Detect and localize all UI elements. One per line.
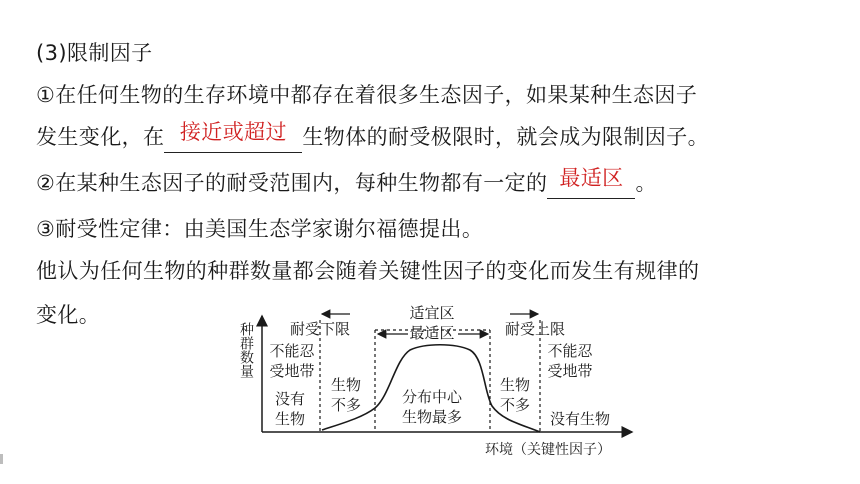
left-intolerant-line-2: 受地带: [269, 362, 315, 380]
right-intolerant-line-1: 不能忍: [547, 342, 593, 360]
optimal-zone-label: 最适区: [409, 324, 455, 342]
right-few-line-2: 不多: [499, 396, 531, 414]
lower-limit-label: 耐受下限: [289, 320, 351, 338]
paragraph-4-line-1: 他认为任何生物的种群数量都会随着关键性因子的变化而发生有规律的: [36, 259, 700, 283]
paragraph-1-text-after: 生物体的耐受极限时，就会成为限制因子。: [302, 125, 710, 149]
answer-text-1: 接近或超过: [179, 120, 287, 144]
center-line-1: 分布中心: [401, 388, 463, 406]
left-none-line-2: 生物: [274, 410, 306, 428]
paragraph-4-line-2: 变化。: [36, 303, 101, 327]
center-line-2: 生物最多: [401, 408, 463, 426]
left-none-line-1: 没有: [274, 390, 306, 408]
right-few-line-1: 生物: [499, 376, 531, 394]
suitable-zone-label: 适宜区: [409, 304, 455, 322]
x-axis-label: 环境（关键性因子）: [485, 442, 611, 458]
y-axis-label: 种群数量: [238, 322, 254, 378]
right-none-label: 没有生物: [549, 410, 611, 428]
right-intolerant-line-2: 受地带: [547, 362, 593, 380]
paragraph-2-text-before: ②在某种生态因子的耐受范围内，每种生物都有一定的: [36, 171, 548, 195]
upper-limit-label: 耐受上限: [504, 320, 566, 338]
answer-text-2: 最适区: [559, 166, 624, 190]
paragraph-2-text-after: 。: [635, 171, 657, 195]
paragraph-3: ③耐受性定律：由美国生态学家谢尔福德提出。: [36, 217, 484, 241]
left-few-line-2: 不多: [330, 396, 362, 414]
left-intolerant-line-1: 不能忍: [269, 342, 315, 360]
left-few-line-1: 生物: [330, 376, 362, 394]
section-heading: (3)限制因子: [36, 41, 153, 65]
paragraph-1-line-1: ①在任何生物的生存环境中都存在着很多生态因子，如果某种生态因子: [36, 83, 698, 107]
paragraph-1-text-before: 发生变化，在: [36, 125, 165, 149]
